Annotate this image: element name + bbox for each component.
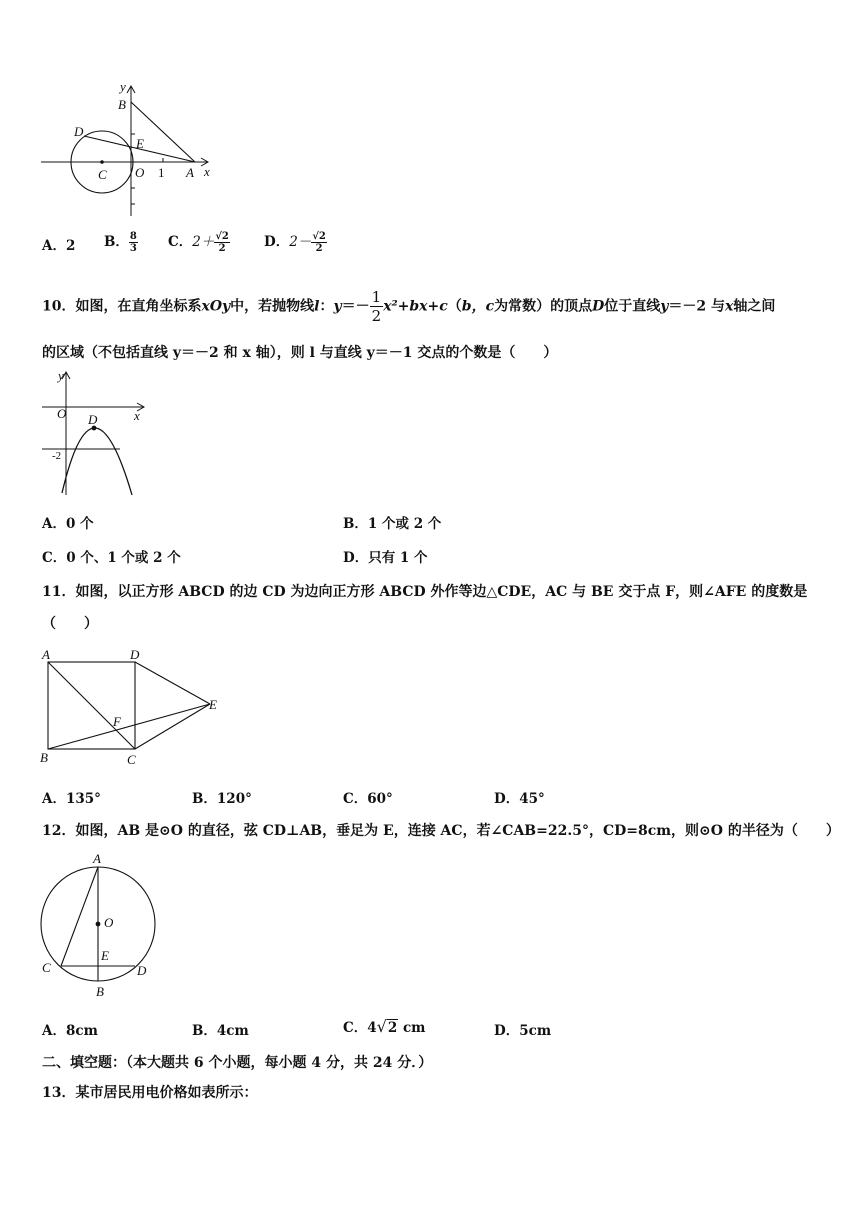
label-neg2: -2 <box>52 450 62 462</box>
q10-figure <box>40 368 152 498</box>
q12-option-b: B．4cm <box>192 1023 249 1039</box>
label-a: A <box>93 851 101 866</box>
q9-option-c: C．2＋ $\frac{√2}{2}$ <box>168 231 229 254</box>
label-b: B <box>118 97 126 112</box>
segment-de <box>135 662 210 704</box>
q12-option-a: A．8cm <box>42 1023 98 1039</box>
q9-option-b: B． $\frac{8}{3}$ <box>104 231 137 254</box>
q10-option-c: C．0 个、1 个或 2 个 <box>42 550 181 566</box>
label-d: D <box>74 124 84 139</box>
q9-figure <box>38 78 218 220</box>
label-d: D <box>137 963 147 978</box>
label-o: O <box>135 165 145 180</box>
label-o: O <box>57 406 67 421</box>
label-o: O <box>104 915 114 930</box>
q9-option-a: A．2 <box>42 238 76 254</box>
q12-option-d: D．5cm <box>494 1023 552 1039</box>
q11-line2: （ ） <box>42 616 98 632</box>
q10-option-d: D．只有 1 个 <box>343 550 428 566</box>
label-x: x <box>204 164 210 179</box>
q10-line1: 10．如图，在直角坐标系xOy中，若抛物线l：y＝－ $\frac{1}{2}x^2+bx+c(b$，c为常数）的顶点D位于直线y＝－2 与x轴之间 <box>42 288 776 325</box>
section-2-heading: 二、填空题：（本大题共 6 个小题，每小题 4 分，共 24 分．） <box>42 1055 433 1071</box>
q11-option-c: C．60° <box>343 791 393 807</box>
q12-figure <box>38 848 158 1000</box>
q13-line1: 13．某市居民用电价格如表所示： <box>42 1085 258 1101</box>
q11-option-a: A．135° <box>42 791 101 807</box>
segment-ba <box>131 102 195 162</box>
q10-line2: 的区域（不包括直线 y＝－2 和 x 轴），则 l 与直线 y＝－1 交点的个数是（ ） <box>42 345 558 361</box>
point-o <box>96 922 101 927</box>
q11-line1: 11．如图，以正方形 ABCD 的边 CD 为边向正方形 ABCD 外作等边△CDE，AC 与 BE 交于点 F，则∠AFE 的度数是 <box>42 584 808 600</box>
q11-figure <box>38 644 228 770</box>
label-c: C <box>42 960 51 975</box>
q12-line1: 12．如图，AB 是⊙O 的直径，弦 CD⊥AB，垂足为 E，连接 AC，若∠CAB=22.5°，CD=8cm，则⊙O 的半径为（ ） <box>42 823 840 839</box>
q11-option-b: B．120° <box>192 791 252 807</box>
label-f: F <box>113 714 121 729</box>
label-b: B <box>40 750 48 765</box>
label-x: x <box>134 408 140 423</box>
label-y: y <box>58 368 64 383</box>
label-c: C <box>98 167 107 182</box>
label-e: E <box>209 697 217 712</box>
q10-option-a: A．0 个 <box>42 516 94 532</box>
q11-option-d: D．45° <box>494 791 545 807</box>
q12-option-c: C．4√2 cm <box>343 1017 426 1036</box>
segment-ac <box>61 867 98 966</box>
label-e: E <box>101 948 109 963</box>
label-d: D <box>130 647 140 662</box>
point-c <box>100 160 104 164</box>
q9-option-d: D．2－ $\frac{√2}{2}$ <box>264 231 326 254</box>
label-b: B <box>96 984 104 999</box>
label-a: A <box>42 647 50 662</box>
label-y: y <box>120 79 126 94</box>
diagonal-ac <box>48 662 135 749</box>
q10-option-b: B．1 个或 2 个 <box>343 516 442 532</box>
parabola <box>62 428 132 495</box>
segment-ce <box>135 704 210 749</box>
label-d: D <box>88 412 98 427</box>
label-one: 1 <box>158 165 165 180</box>
label-c: C <box>127 752 136 767</box>
label-e: E <box>136 136 144 151</box>
label-a: A <box>186 165 194 180</box>
